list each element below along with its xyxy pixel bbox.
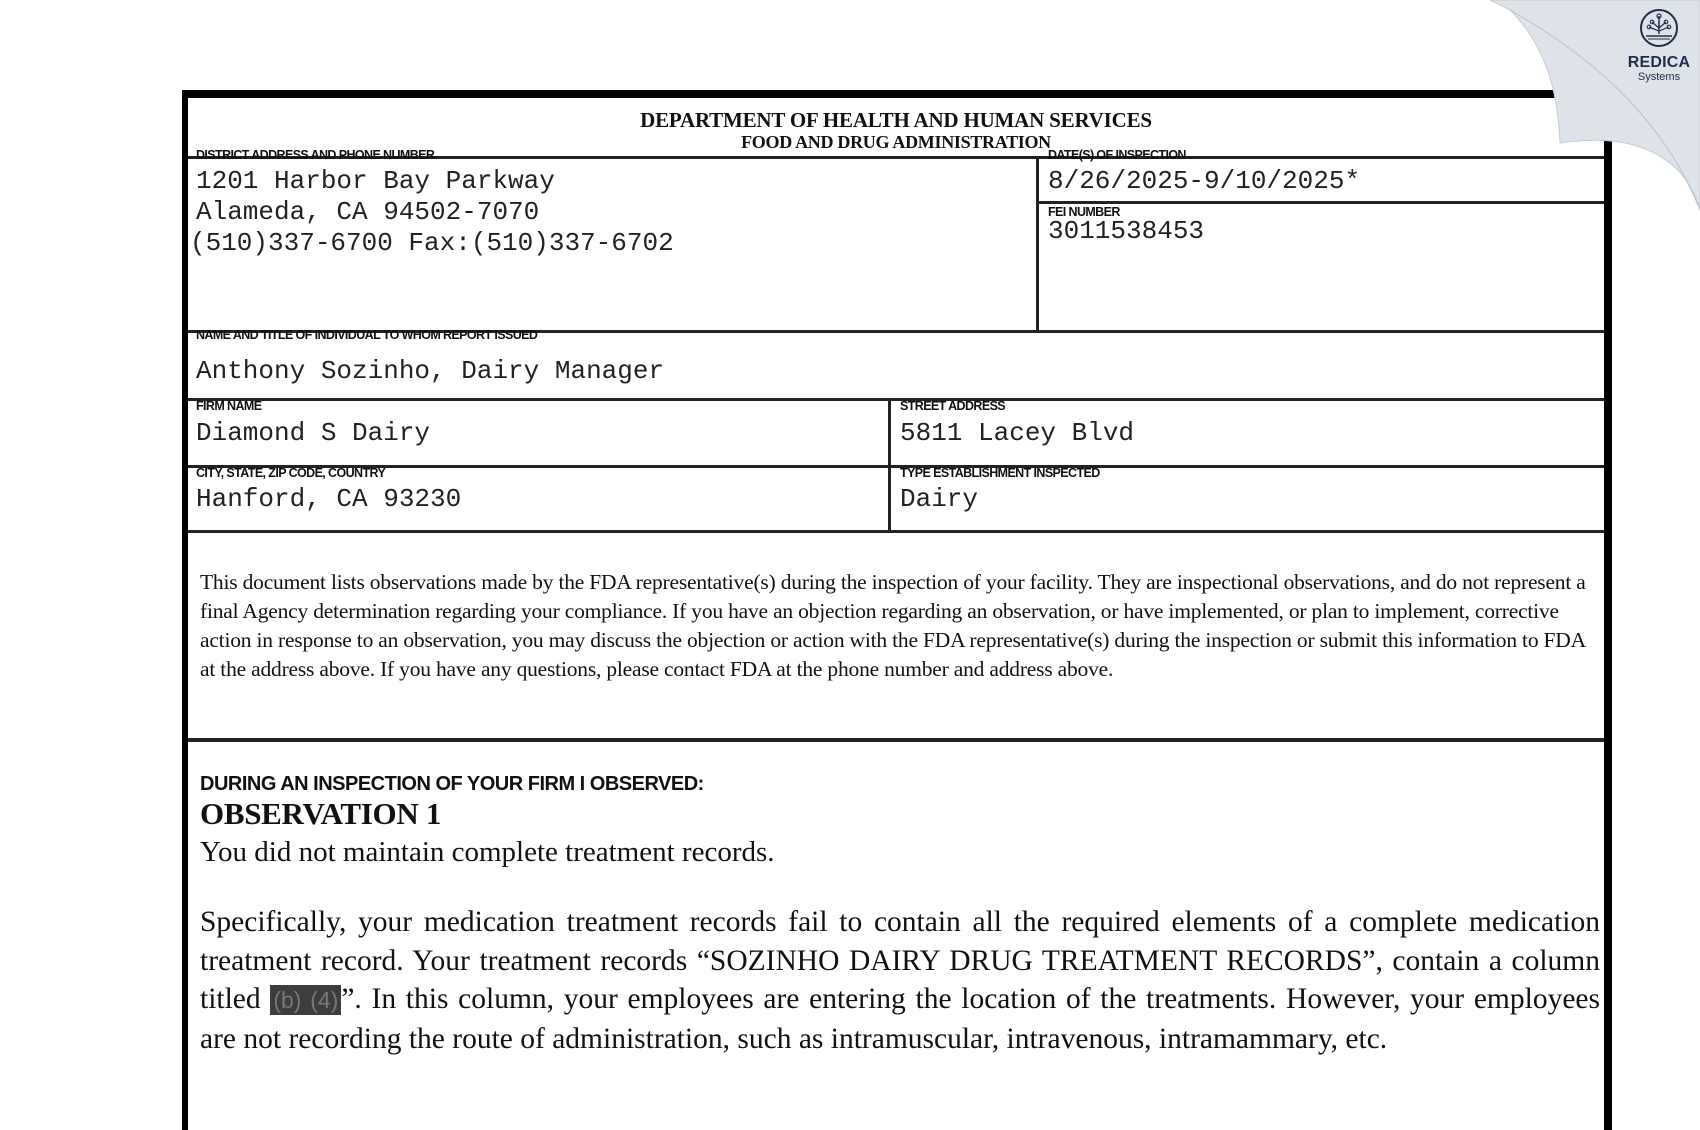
divider [188, 398, 1604, 401]
firm-name-value: Diamond S Dairy [196, 418, 431, 448]
establishment-type-label: TYPE ESTABLISHMENT INSPECTED [900, 466, 1100, 480]
street-address-value: 5811 Lacey Blvd [900, 418, 1135, 448]
city-state-zip-label: CITY, STATE, ZIP CODE, COUNTRY [196, 466, 386, 480]
observation-body [200, 903, 1600, 1058]
redica-tree-icon [1639, 8, 1679, 48]
observation-body-part2: ”. In this column, your employees are entering the location of the treatments. However, your employees are not recording the route of administration, such as intramuscular, intravenous, intramammary, etc. [200, 983, 1600, 1055]
firm-name-label: FIRM NAME [196, 399, 262, 413]
report-issued-label: NAME AND TITLE OF INDIVIDUAL TO WHOM REPORT ISSUED [196, 328, 538, 342]
fei-number-label: FEI NUMBER [1048, 205, 1120, 219]
district-address-line2: Alameda, CA 94502-7070 [196, 197, 540, 227]
logo-subtitle: Systems [1637, 71, 1681, 83]
redica-logo [1618, 8, 1700, 83]
observations-heading: DURING AN INSPECTION OF YOUR FIRM I OBSERVED: [200, 773, 704, 795]
divider [188, 530, 1604, 533]
district-address-line1: 1201 Harbor Bay Parkway [196, 166, 555, 196]
logo-name: REDICA [1627, 54, 1691, 71]
report-issued-value: Anthony Sozinho, Dairy Manager [196, 356, 665, 386]
redaction-box: (b) (4) [270, 985, 341, 1015]
observation-title: OBSERVATION 1 [200, 796, 442, 831]
establishment-type-value: Dairy [900, 484, 979, 514]
observation-body-part1: Specifically, your medication treatment records fail to contain all the required elements of a complete medication treatment record. Your treatment records “SOZINHO DAIRY DRUG TREATMENT RECORDS”, contain a column titled [200, 906, 1600, 1015]
district-label: DISTRICT ADDRESS AND PHONE NUMBER [196, 148, 435, 162]
observation-summary: You did not maintain complete treatment records. [200, 836, 775, 868]
agency-title: FOOD AND DRUG ADMINISTRATION [741, 132, 1051, 152]
divider [1036, 156, 1039, 330]
department-title: DEPARTMENT OF HEALTH AND HUMAN SERVICES [640, 108, 1152, 132]
street-address-label: STREET ADDRESS [900, 399, 1006, 413]
fda-483-form [182, 90, 1612, 1130]
city-state-zip-value: Hanford, CA 93230 [196, 484, 462, 514]
divider [188, 465, 1604, 468]
district-phone-fax: (510)337-6700 Fax:(510)337-6702 [190, 228, 674, 258]
disclaimer-text: This document lists observations made by the FDA representative(s) during the inspection of your facility. They are inspectional observations, and do not represent a final Agency determination regarding your compliance. If you have an objection regarding an observation, or have implemented, or plan to implement, corrective action in response to an observation, you may discuss the objection or action with the FDA representative(s) during the inspection or submit this information to FDA at the address above. If you have any questions, please contact FDA at the phone number and address above. [200, 570, 1586, 681]
fei-number-value: 3011538453 [1048, 216, 1205, 246]
inspection-dates-value: 8/26/2025-9/10/2025* [1048, 166, 1361, 196]
inspection-dates-label: DATE(S) OF INSPECTION [1048, 148, 1186, 162]
divider [188, 738, 1604, 742]
